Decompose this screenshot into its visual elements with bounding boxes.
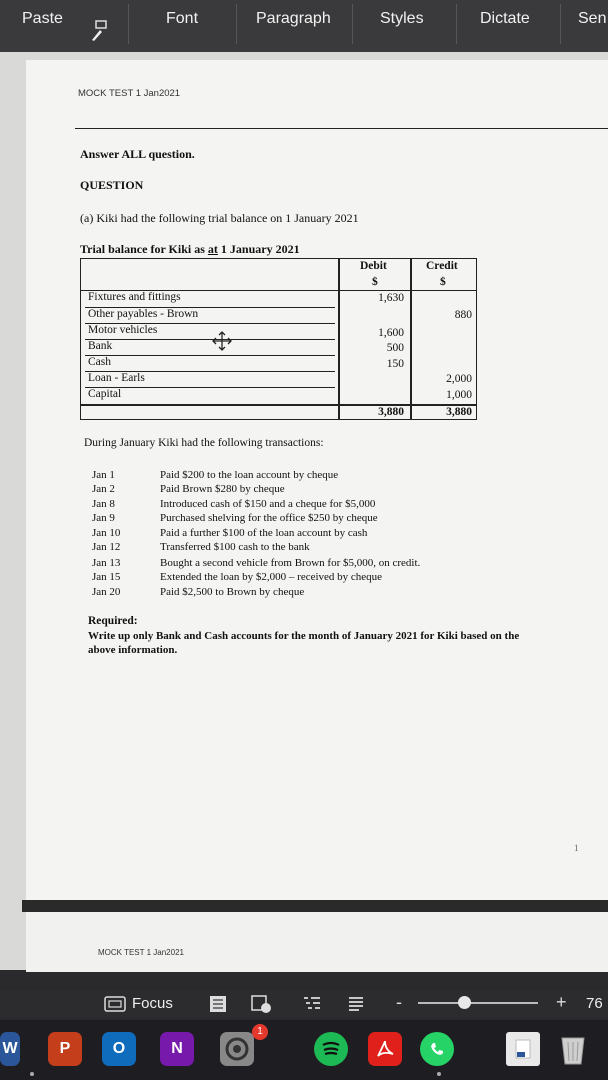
title-part: 1 January 2021 (217, 242, 300, 256)
instruction-text: Answer ALL question. (80, 147, 195, 161)
running-indicator (30, 1072, 34, 1076)
web-layout-icon[interactable] (250, 994, 272, 1014)
print-layout-icon[interactable] (208, 994, 228, 1014)
document-page-2[interactable] (26, 912, 608, 972)
trash-icon[interactable] (556, 1032, 590, 1066)
ribbon-separator (236, 4, 237, 44)
ribbon-separator (128, 4, 129, 44)
outline-view-icon[interactable] (302, 994, 322, 1014)
transaction-date: Jan 2 (92, 483, 115, 495)
required-text: Write up only Bank and Cash accounts for the month of January 2021 for Kiki based on the (88, 630, 520, 642)
row-line (85, 355, 335, 356)
row-credit: 2,000 (446, 373, 472, 385)
header-rule (75, 128, 608, 129)
transaction-desc: Transferred $100 cash to the bank (160, 541, 310, 553)
row-debit: 1,630 (378, 292, 404, 304)
question-heading: QUESTION (80, 178, 144, 192)
transaction-desc: Paid Brown $280 by cheque (160, 483, 285, 495)
transaction-date: Jan 9 (92, 512, 115, 524)
sensitivity-button[interactable]: Sen (578, 10, 607, 27)
focus-icon[interactable] (104, 995, 126, 1013)
debit-currency: $ (372, 276, 378, 288)
format-painter-icon[interactable] (88, 20, 110, 42)
paragraph-button[interactable]: Paragraph (256, 10, 331, 27)
document-thumbnail[interactable] (506, 1032, 540, 1066)
word-app-icon[interactable] (0, 1032, 20, 1066)
row-debit: 1,600 (378, 327, 404, 339)
outlook-letter: O (112, 1040, 126, 1057)
title-part-underlined: at (207, 242, 218, 256)
row-label: Other payables - Brown (88, 308, 199, 320)
focus-button[interactable]: Focus (132, 995, 173, 1012)
credit-header: Credit (426, 260, 458, 272)
acrobat-app-icon[interactable] (368, 1032, 402, 1066)
powerpoint-letter: P (59, 1040, 71, 1057)
column-divider (338, 258, 340, 420)
transaction-date: Jan 13 (92, 557, 121, 569)
trash-can-icon (558, 1032, 588, 1066)
outlook-app-icon[interactable] (102, 1032, 136, 1066)
transaction-desc: Paid a further $100 of the loan account by cash (160, 527, 368, 539)
ribbon-separator (560, 4, 561, 44)
row-line (85, 387, 335, 388)
transaction-date: Jan 12 (92, 541, 121, 553)
whatsapp-app-icon[interactable] (420, 1032, 454, 1066)
word-letter: W (2, 1040, 18, 1057)
gear-icon (224, 1036, 250, 1062)
row-debit: 500 (386, 342, 404, 354)
page-header-2: MOCK TEST 1 Jan2021 (98, 948, 184, 957)
phone-icon (426, 1038, 448, 1060)
row-debit: 150 (386, 358, 404, 370)
running-indicator (437, 1072, 441, 1076)
required-text: above information. (88, 644, 178, 656)
intro-text: (a) Kiki had the following trial balance on 1 January 2021 (80, 211, 359, 225)
notification-badge: 1 (252, 1024, 268, 1040)
row-line (85, 339, 335, 340)
spotify-app-icon[interactable] (314, 1032, 348, 1066)
title-part: Trial balance for Kiki as (80, 242, 208, 256)
page-header: MOCK TEST 1 Jan2021 (78, 88, 181, 99)
draft-view-icon[interactable] (346, 994, 366, 1014)
row-credit: 880 (454, 309, 472, 321)
row-label: Loan - Earls (88, 372, 145, 384)
zoom-in-button[interactable]: + (556, 992, 567, 1012)
transaction-desc: Paid $200 to the loan account by cheque (160, 469, 339, 481)
transaction-date: Jan 15 (92, 571, 121, 583)
zoom-slider-handle[interactable] (458, 996, 471, 1009)
zoom-level[interactable]: 76 (586, 995, 603, 1012)
dictate-button[interactable]: Dictate (480, 10, 530, 27)
onenote-app-icon[interactable] (160, 1032, 194, 1066)
ribbon-separator (352, 4, 353, 44)
ribbon-separator (456, 4, 457, 44)
powerpoint-app-icon[interactable] (48, 1032, 82, 1066)
page-number: 1 (574, 843, 579, 853)
styles-button[interactable]: Styles (380, 10, 424, 27)
row-label: Fixtures and fittings (88, 291, 181, 303)
row-label: Capital (88, 388, 122, 400)
page-break (22, 900, 608, 912)
word-document-icon (515, 1039, 531, 1059)
total-credit: 3,880 (446, 406, 472, 418)
transaction-date: Jan 1 (92, 469, 115, 481)
credit-currency: $ (440, 276, 446, 288)
required-label: Required: (88, 615, 138, 627)
row-label: Bank (88, 340, 113, 352)
transaction-date: Jan 20 (92, 586, 121, 598)
transaction-date: Jan 10 (92, 527, 121, 539)
transaction-date: Jan 8 (92, 498, 115, 510)
transactions-intro: During January Kiki had the following transactions: (84, 437, 324, 449)
paste-button[interactable]: Paste (22, 10, 63, 27)
spotify-icon (320, 1040, 342, 1058)
trial-balance-title (80, 242, 300, 257)
transaction-desc: Paid $2,500 to Brown by cheque (160, 586, 305, 598)
row-credit: 1,000 (446, 389, 472, 401)
debit-header: Debit (360, 260, 387, 272)
transaction-desc: Extended the loan by $2,000 – received by cheque (160, 571, 383, 583)
total-debit: 3,880 (378, 406, 404, 418)
move-cursor-icon (212, 331, 232, 351)
column-divider (410, 258, 412, 420)
row-label: Motor vehicles (88, 324, 158, 336)
transaction-desc: Purchased shelving for the office $250 by cheque (160, 512, 378, 524)
transaction-desc: Introduced cash of $150 and a cheque for $5,000 (160, 498, 376, 510)
zoom-slider-track[interactable] (418, 1002, 538, 1004)
transaction-desc: Bought a second vehicle from Brown for $5,000, on credit. (160, 557, 421, 569)
row-label: Cash (88, 356, 111, 368)
font-button[interactable]: Font (166, 10, 199, 27)
acrobat-icon (374, 1038, 396, 1060)
system-preferences-icon[interactable] (220, 1032, 254, 1066)
zoom-out-button[interactable]: - (396, 992, 402, 1012)
onenote-letter: N (171, 1040, 183, 1057)
